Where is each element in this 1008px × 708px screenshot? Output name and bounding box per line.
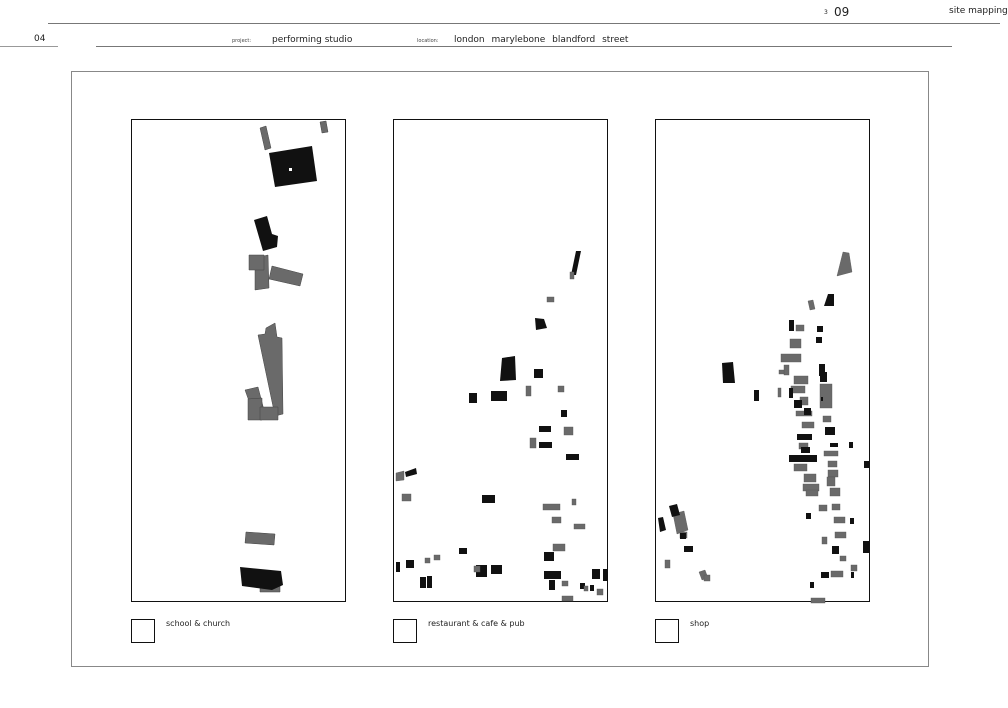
map-restaurant-drawing: [394, 120, 607, 601]
page-number-left: 04: [34, 34, 46, 44]
legend-swatch-restaurant-cafe-pub: [393, 619, 417, 643]
legend-label-school-church: school & church: [166, 619, 231, 628]
map-panel-shop: [655, 119, 870, 602]
location-label: location:: [417, 38, 439, 44]
map-panel-school-church: [131, 119, 346, 602]
top-rule: [48, 23, 1000, 24]
map-panel-restaurant-cafe-pub: [393, 119, 608, 602]
project-value: performing studio: [272, 35, 353, 45]
project-label: project:: [232, 38, 252, 44]
header-rule: [96, 46, 952, 47]
legend-label-shop: shop: [690, 619, 710, 628]
section-title: site mapping: [949, 6, 1008, 16]
legend-swatch-school-church: [131, 619, 155, 643]
legend-swatch-shop: [655, 619, 679, 643]
page-number-small: 3: [824, 9, 828, 16]
map-school-church-drawing: [132, 120, 345, 601]
location-value: london marylebone blandford street: [454, 35, 629, 45]
legend-label-restaurant-cafe-pub: restaurant & cafe & pub: [428, 619, 525, 628]
left-rule: [0, 46, 58, 47]
map-shop-drawing: [656, 120, 869, 601]
page-number-right: 09: [834, 5, 850, 19]
